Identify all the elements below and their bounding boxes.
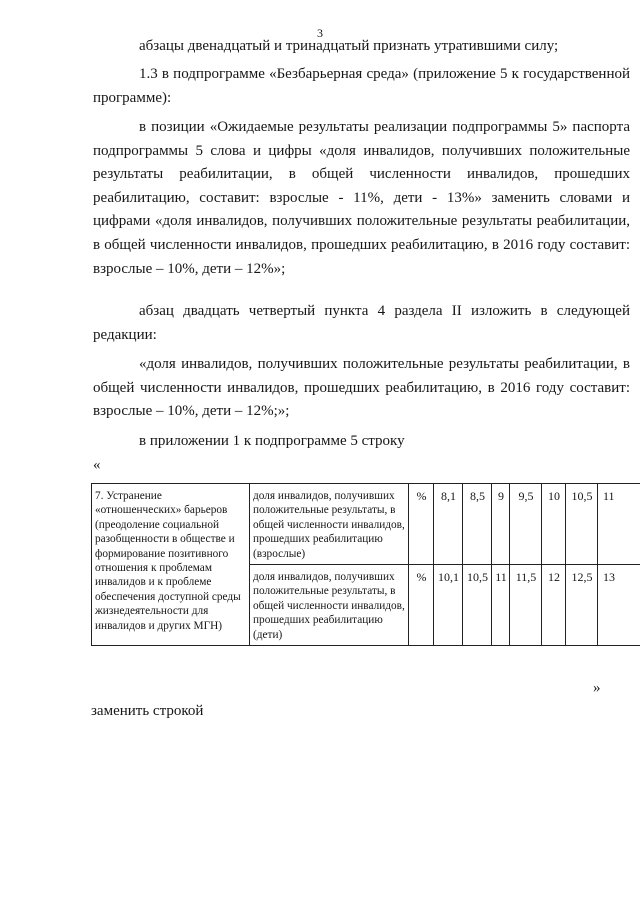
value-cell: 8,1 <box>434 484 463 565</box>
value-cell: 11 <box>492 565 510 646</box>
unit-cell: % <box>409 565 434 646</box>
replaced-rows-table <box>91 483 640 646</box>
value-cell: 10,1 <box>434 565 463 646</box>
indicator-cell: доля инвалидов, получивших положительные результаты, в общей численности инвалидов, прошедших реабилитацию (дети) <box>250 565 409 646</box>
paragraph-5: «доля инвалидов, получивших положительные результаты реабилитации, в общей численности инвалидов, прошедших реабилитацию, в 2016 году составит: взрослые – 10%, дети – 12%;»; <box>93 356 630 420</box>
paragraph-1: абзацы двенадцатый и тринадцатый признать утратившими силу; <box>139 38 559 54</box>
paragraph-6: в приложении 1 к подпрограмме 5 строку <box>139 433 405 449</box>
value-cell: 11 <box>598 484 640 565</box>
paragraph-7: заменить строкой <box>91 703 204 719</box>
closing-quote: » <box>593 680 601 696</box>
value-cell: 13 <box>598 565 640 646</box>
paragraph-3: в позиции «Ожидаемые результаты реализации подпрограммы 5» паспорта подпрограммы 5 слова и цифры «доля инвалидов, получивших положительные результаты реабилитации, в общей численности инвалидов, прошедших реабилитацию, составит: взрослые - 11%, дети - 13%» заменить словами и цифрами «доля инвалидов, получивших положительные результаты реабилитации, в общей численности инвалидов, прошедших реабилитацию, в 2016 году составит: взрослые – 10%, дети – 12%»; <box>93 119 630 277</box>
table-row <box>92 484 640 565</box>
paragraph-4: абзац двадцать четвертый пункта 4 раздела II изложить в следующей редакции: <box>93 303 630 343</box>
value-cell: 9,5 <box>510 484 542 565</box>
indicator-cell: доля инвалидов, получивших положительные результаты, в общей численности инвалидов, прошедших реабилитацию (взрослые) <box>250 484 409 565</box>
task-cell: 7. Устранение «отношенческих» барьеров (преодоление социальной разобщенности в обществе и формирование позитивного отношения к проблемам инвалидов и к проблеме обеспечения доступной среды жизнедеятельности для инвалидов и других МГН) <box>92 484 250 646</box>
value-cell: 11,5 <box>510 565 542 646</box>
value-cell: 10,5 <box>566 484 598 565</box>
unit-cell: % <box>409 484 434 565</box>
paragraph-2: 1.3 в подпрограмме «Безбарьерная среда» (приложение 5 к государственной программе): <box>93 66 630 106</box>
value-cell: 8,5 <box>463 484 492 565</box>
opening-quote: « <box>93 457 101 473</box>
value-cell: 10 <box>542 484 566 565</box>
value-cell: 10,5 <box>463 565 492 646</box>
value-cell: 12,5 <box>566 565 598 646</box>
value-cell: 9 <box>492 484 510 565</box>
value-cell: 12 <box>542 565 566 646</box>
page-number: 3 <box>317 26 323 40</box>
